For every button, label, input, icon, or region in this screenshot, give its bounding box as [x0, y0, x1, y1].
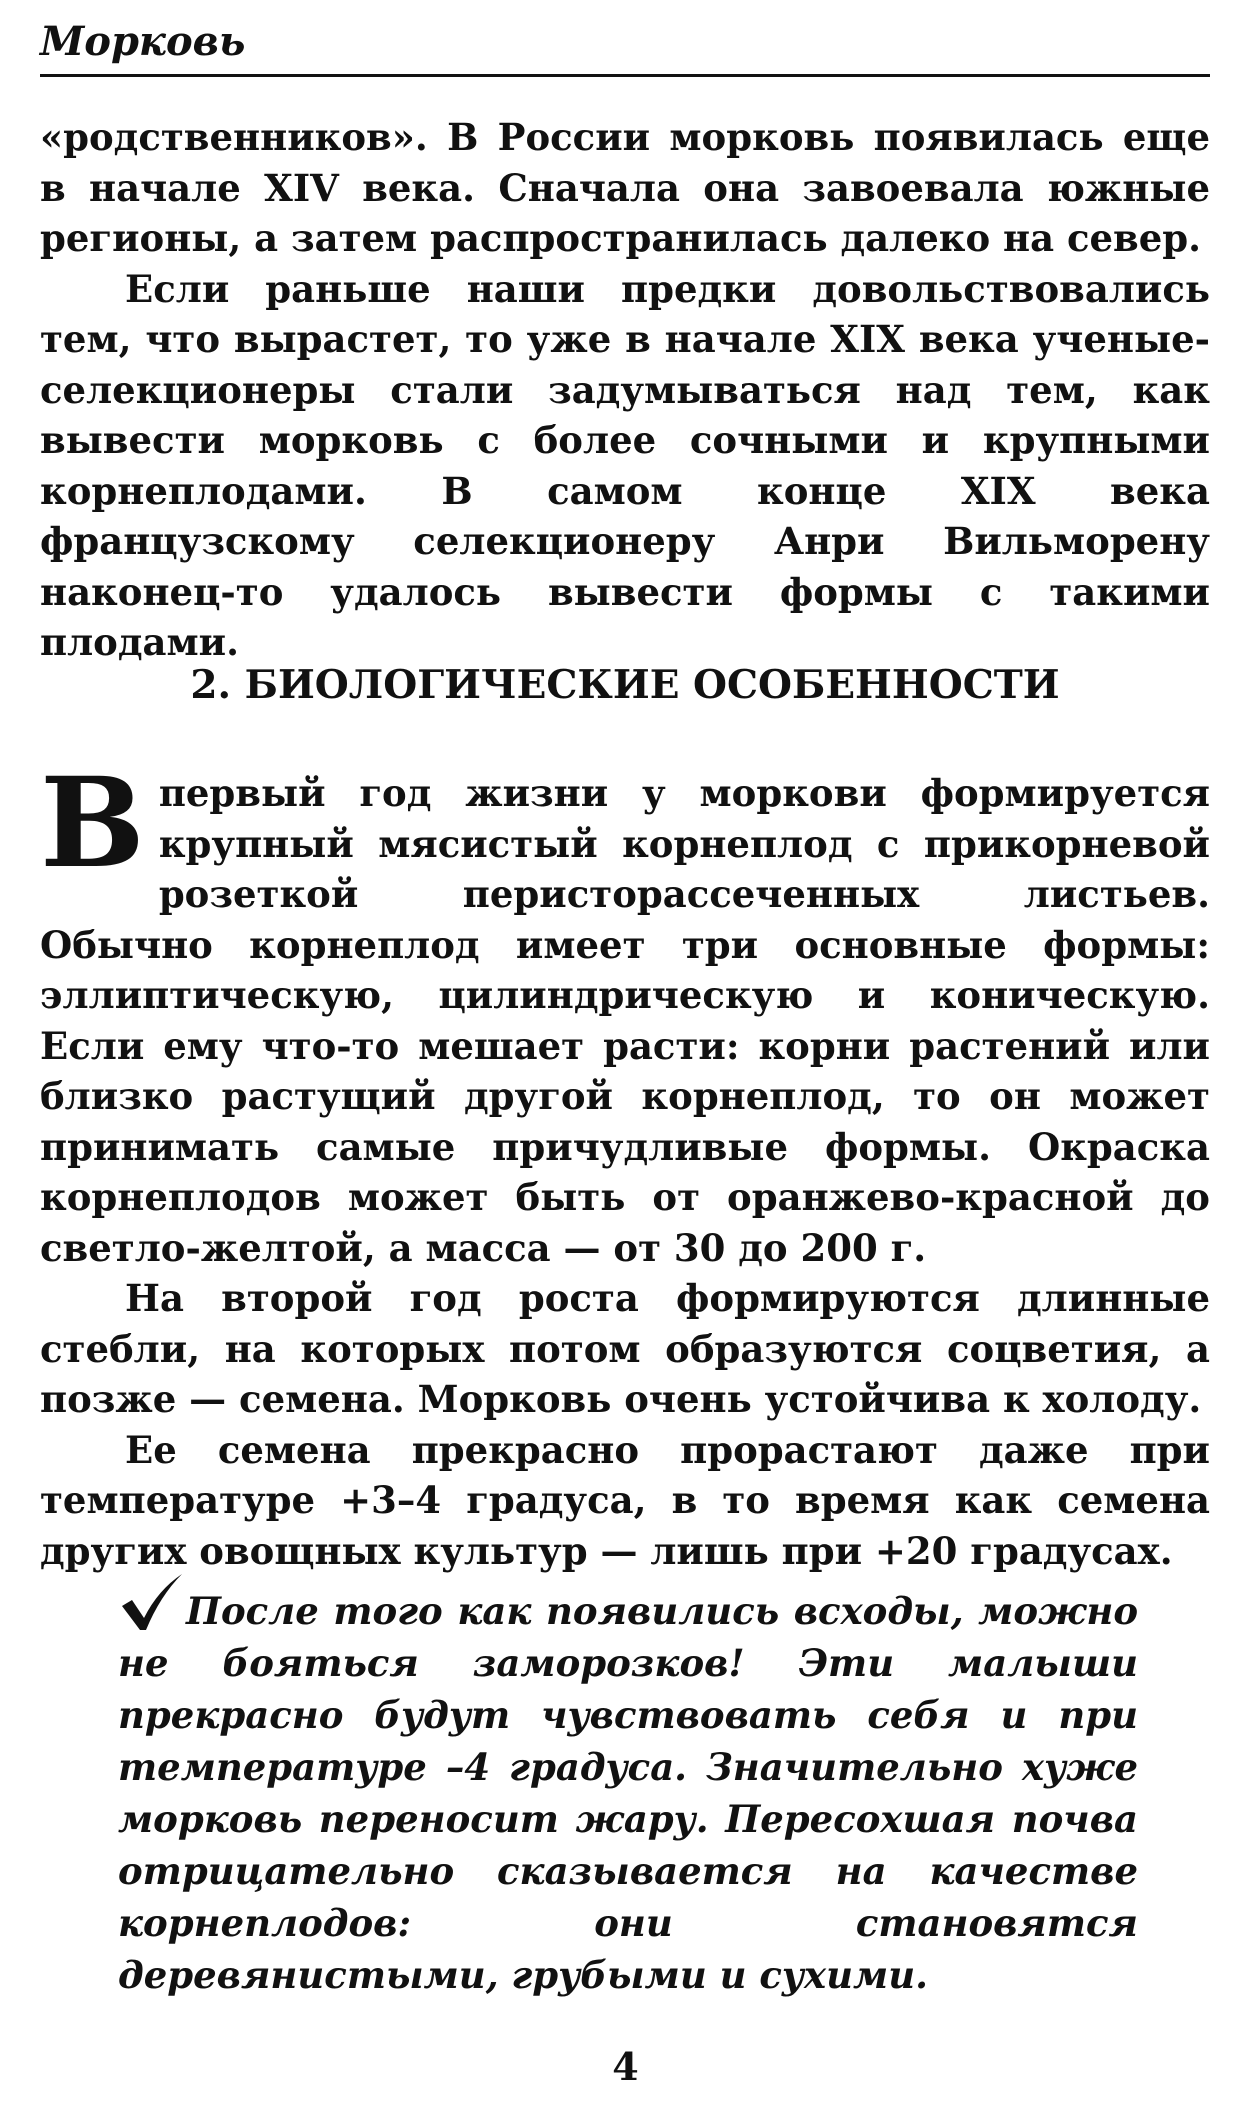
intro-text — [40, 112, 1210, 668]
header-rule — [40, 74, 1210, 77]
checkmark-icon — [118, 1572, 184, 1632]
section-paragraph-2: На второй год роста формируются длинные стебли, на которых потом образуются соцветия, а позже — семена. Морковь очень устойчива к холоду. — [40, 1276, 1210, 1421]
page-number: 4 — [612, 2044, 639, 2089]
section-text — [40, 751, 1210, 1576]
tip-text: После того как появились всходы, можно не бояться заморозков! Эти малыши прекрасно будут чувствовать себя и при температуре –4 градуса. Значительно хуже морковь переносит жару. Пересохшая почва отрицательно сказывается на качестве корнеплодов: они становятся деревянистыми, грубыми и сухими. — [118, 1589, 1138, 1997]
tip-paragraph — [118, 1572, 1138, 2001]
section-paragraph-1 — [40, 751, 1210, 1273]
section-paragraph-1-text: первый год жизни у моркови формируется крупный мясистый корнеплод с прикорневой розеткой перисторассеченных листьев. Обычно корнеплод имеет три основные формы: эллиптическую, цилиндрическую и коническую. Если ему что-то мешает расти: корни растений или близко растущий другой корнеплод, то он может принимать самые причудливые формы. Окраска корнеплодов может быть от оранжево-красной до светло-желтой, а масса — от 30 до 200 г. — [40, 771, 1210, 1270]
intro-paragraph-1: «родственников». В России морковь появилась еще в начале XIV века. Сначала она завоевала южные регионы, а затем распространилась далеко на север. — [40, 115, 1210, 260]
section-heading: 2. БИОЛОГИЧЕСКИЕ ОСОБЕННОСТИ — [190, 662, 1060, 708]
tip-note — [118, 1572, 1138, 2001]
drop-cap: В — [40, 751, 145, 896]
section-paragraph-3: Ее семена прекрасно прорастают даже при температуре +3–4 градуса, в то время как семена других овощных культур — лишь при +20 градусах. — [40, 1427, 1210, 1573]
intro-paragraph-2: Если раньше наши предки довольствовались тем, что вырастет, то уже в начале XIX века ученые-селекционеры стали задумываться над тем, как вывести морковь с более сочными и крупными корнеплодами. В самом конце XIX века французскому селекционеру Анри Вильморену наконец-то удалось вывести формы с такими плодами. — [40, 266, 1210, 664]
running-head: Морковь — [40, 18, 246, 65]
